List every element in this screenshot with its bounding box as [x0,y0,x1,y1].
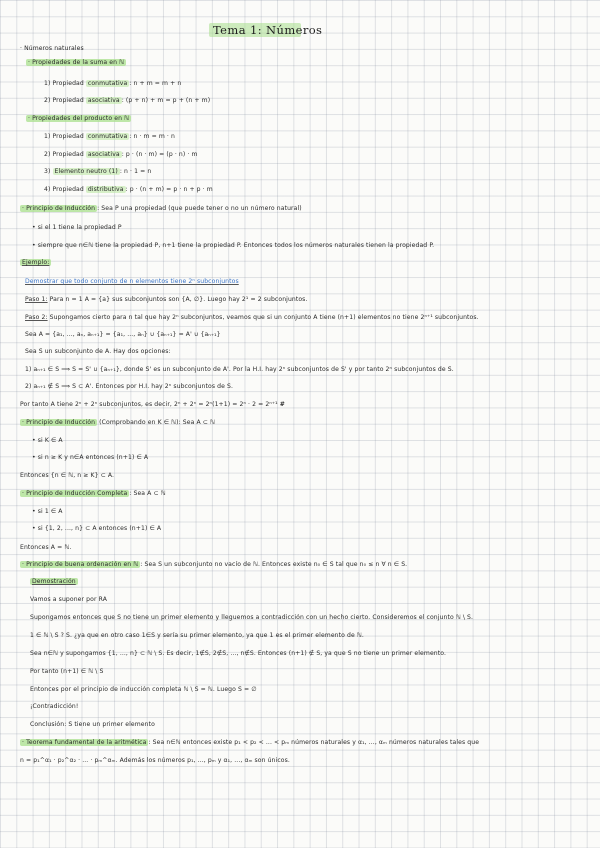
text: : n · 1 = n [119,168,152,175]
paso-1 [25,296,308,304]
opcion-1: 1) aₙ₊₁ ∈ S ⟹ S = S' ∪ {aₙ₊₁}, donde S' es un subconjunto de A'. Por la H.I. hay 2ⁿ subconjuntos de S' y por tanto 2ⁿ subconjuntos de S. [25,366,454,373]
text: 2) Propiedad [44,97,84,104]
demostracion-label [30,578,78,586]
principio-induccion-k [20,419,215,427]
induccion-k-caso-base: • si K ∈ A [32,437,63,444]
text: 1) Propiedad [44,133,84,140]
keyword: asociativa [87,151,120,158]
dem-entonces: Entonces por el principio de inducción completa ℕ \ S = ℕ. Luego S = ∅ [30,686,257,693]
producto-distributiva [44,186,213,194]
text: : (p + n) + m = p + (n + m) [121,97,211,104]
text: : Sea S un subconjunto no vacío de ℕ. Entonces existe n₀ ∈ S tal que n₀ ≤ n ∀ n ∈ S. [140,561,408,568]
keyword: · Principio de buena ordenación en ℕ [22,561,139,568]
text: 2) Propiedad [44,151,84,158]
dem-sea-n: Sea n∈ℕ y supongamos {1, ..., n} ⊂ ℕ \ S. Es decir, 1∉S, 2∉S, ..., n∉S. Entonces (n+1) ∉ S, ya que S no tiene un primer elemento. [30,650,447,657]
keyword: conmutativa [87,80,128,87]
dem-uno: 1 ∈ ℕ \ S ? S. ¿ya que en otro caso 1∈S y sería su primer elemento, ya que 1 es el primer elemento de ℕ. [30,632,364,639]
dem-ra: Vamos a suponer por RA [30,596,107,603]
teorema-factorizacion: n = p₁^α₁ · p₂^α₂ · ... · pₘ^αₘ. Además los números p₁, ..., pₘ y α₁, ..., αₘ son únicos. [20,757,290,764]
induccion-caso-base: • si el 1 tiene la propiedad P [32,224,122,231]
ejemplo-enunciado: Demostrar que todo conjunto de n elementos tiene 2ⁿ subconjuntos [25,278,239,285]
keyword: · Principio de Inducción Completa [22,490,128,497]
keyword: Ejemplo: [22,259,50,266]
producto-neutro [44,168,151,176]
dem-por-tanto: Por tanto (n+1) ∈ ℕ \ S [30,668,104,675]
text: : Sea n∈ℕ entonces existe p₁ < p₂ < ... < pₘ números naturales y α₁, ..., αₘ números naturales tales que [148,739,480,746]
text: Supongamos cierto para n tal que hay 2ⁿ subconjuntos, veamos que si un conjunto A tiene (n+1) elementos no tiene 2ⁿ⁺¹ subconjuntos. [49,314,479,321]
ejemplo-label [20,259,51,267]
text: : n · m = m · n [129,133,175,140]
text: (Comprobando en K ∈ ℕ): Sea A ⊂ ℕ [99,419,216,426]
keyword: · Teorema fundamental de la aritmética [22,739,147,746]
text: 1) Propiedad [44,80,84,87]
page-title: Tema 1: Números [213,23,323,37]
keyword: Demostración [32,578,76,585]
keyword: distributiva [87,186,124,193]
conclusion-ejemplo [20,401,285,409]
opcion-2: 2) aₙ₊₁ ∉ S ⟹ S ⊂ A'. Entonces por H.I. hay 2ⁿ subconjuntos de S. [25,383,233,390]
dem-conclusion: Conclusión: S tiene un primer elemento [30,721,155,728]
text: : Sea P una propiedad (que puede tener o no un número natural) [97,205,302,212]
sea-a: Sea A = {a₁, ..., aₙ, aₙ₊₁} = {a₁, ..., aₙ} ∪ {aₙ₊₁} = A' ∪ {aₙ₊₁} [25,331,221,338]
sea-s: Sea S un subconjunto de A. Hay dos opciones: [25,348,171,355]
keyword: · Principio de Inducción [22,419,96,426]
qed-mark: # [279,401,285,408]
heading-propiedades-suma [26,59,126,67]
heading-propiedades-suma-text: · Propiedades de la suma en ℕ [28,59,125,66]
text: Por tanto A tiene 2ⁿ + 2ⁿ subconjuntos, es decir, 2ⁿ + 2ⁿ = 2ⁿ(1+1) = 2ⁿ · 2 = 2ⁿ⁺¹ [20,401,278,408]
principio-induccion-completa [20,490,166,498]
producto-conmutativa [44,133,175,141]
keyword: Elemento neutro (1) [54,168,118,175]
text: : n + m = m + n [129,80,182,87]
text: Para n = 1 A = {a} sus subconjuntos son {A, ∅}. Luego hay 2¹ = 2 subconjuntos. [49,296,308,303]
completa-conclusion: Entonces A = ℕ. [20,544,72,551]
text: : Sea A ⊂ ℕ [129,490,166,497]
induccion-k-paso: • si n ≥ K y n∈A entonces (n+1) ∈ A [32,454,149,461]
label: Paso 1: [25,296,48,303]
induccion-paso: • siempre que n∈ℕ tiene la propiedad P, n+1 tiene la propiedad P. Entonces todos los números naturales tienen la propiedad P. [32,242,435,249]
induccion-k-conclusion: Entonces {n ∈ ℕ, n ≥ K} ⊂ A. [20,472,115,479]
label: Paso 2: [25,314,48,321]
keyword: conmutativa [87,133,128,140]
suma-conmutativa [44,80,181,88]
dem-contradiccion: ¡Contradicción! [30,703,79,710]
text: : p · (n + m) = p · n + p · m [125,186,213,193]
teorema-fundamental [20,739,479,747]
text: : p · (n · m) = (p · n) · m [121,151,198,158]
keyword: · Principio de Inducción [22,205,96,212]
heading-numeros-naturales: · Números naturales [20,45,84,52]
heading-propiedades-producto [26,115,131,123]
text: 4) Propiedad [44,186,84,193]
keyword: asociativa [87,97,120,104]
completa-caso-base: • si 1 ∈ A [32,508,63,515]
principio-induccion [20,205,302,213]
text: 3) [44,168,51,175]
paso-2 [25,314,479,322]
heading-propiedades-producto-text: · Propiedades del producto en ℕ [28,115,130,122]
principio-buena-ordenacion [20,561,407,569]
producto-asociativa [44,151,198,159]
completa-paso: • si {1, 2, ..., n} ⊂ A entonces (n+1) ∈ A [32,525,162,532]
suma-asociativa [44,97,210,105]
dem-suposicion: Supongamos entonces que S no tiene un primer elemento y lleguemos a contradicción con un hecho cierto. Consideremos el conjunto ℕ \ S. [30,614,474,621]
